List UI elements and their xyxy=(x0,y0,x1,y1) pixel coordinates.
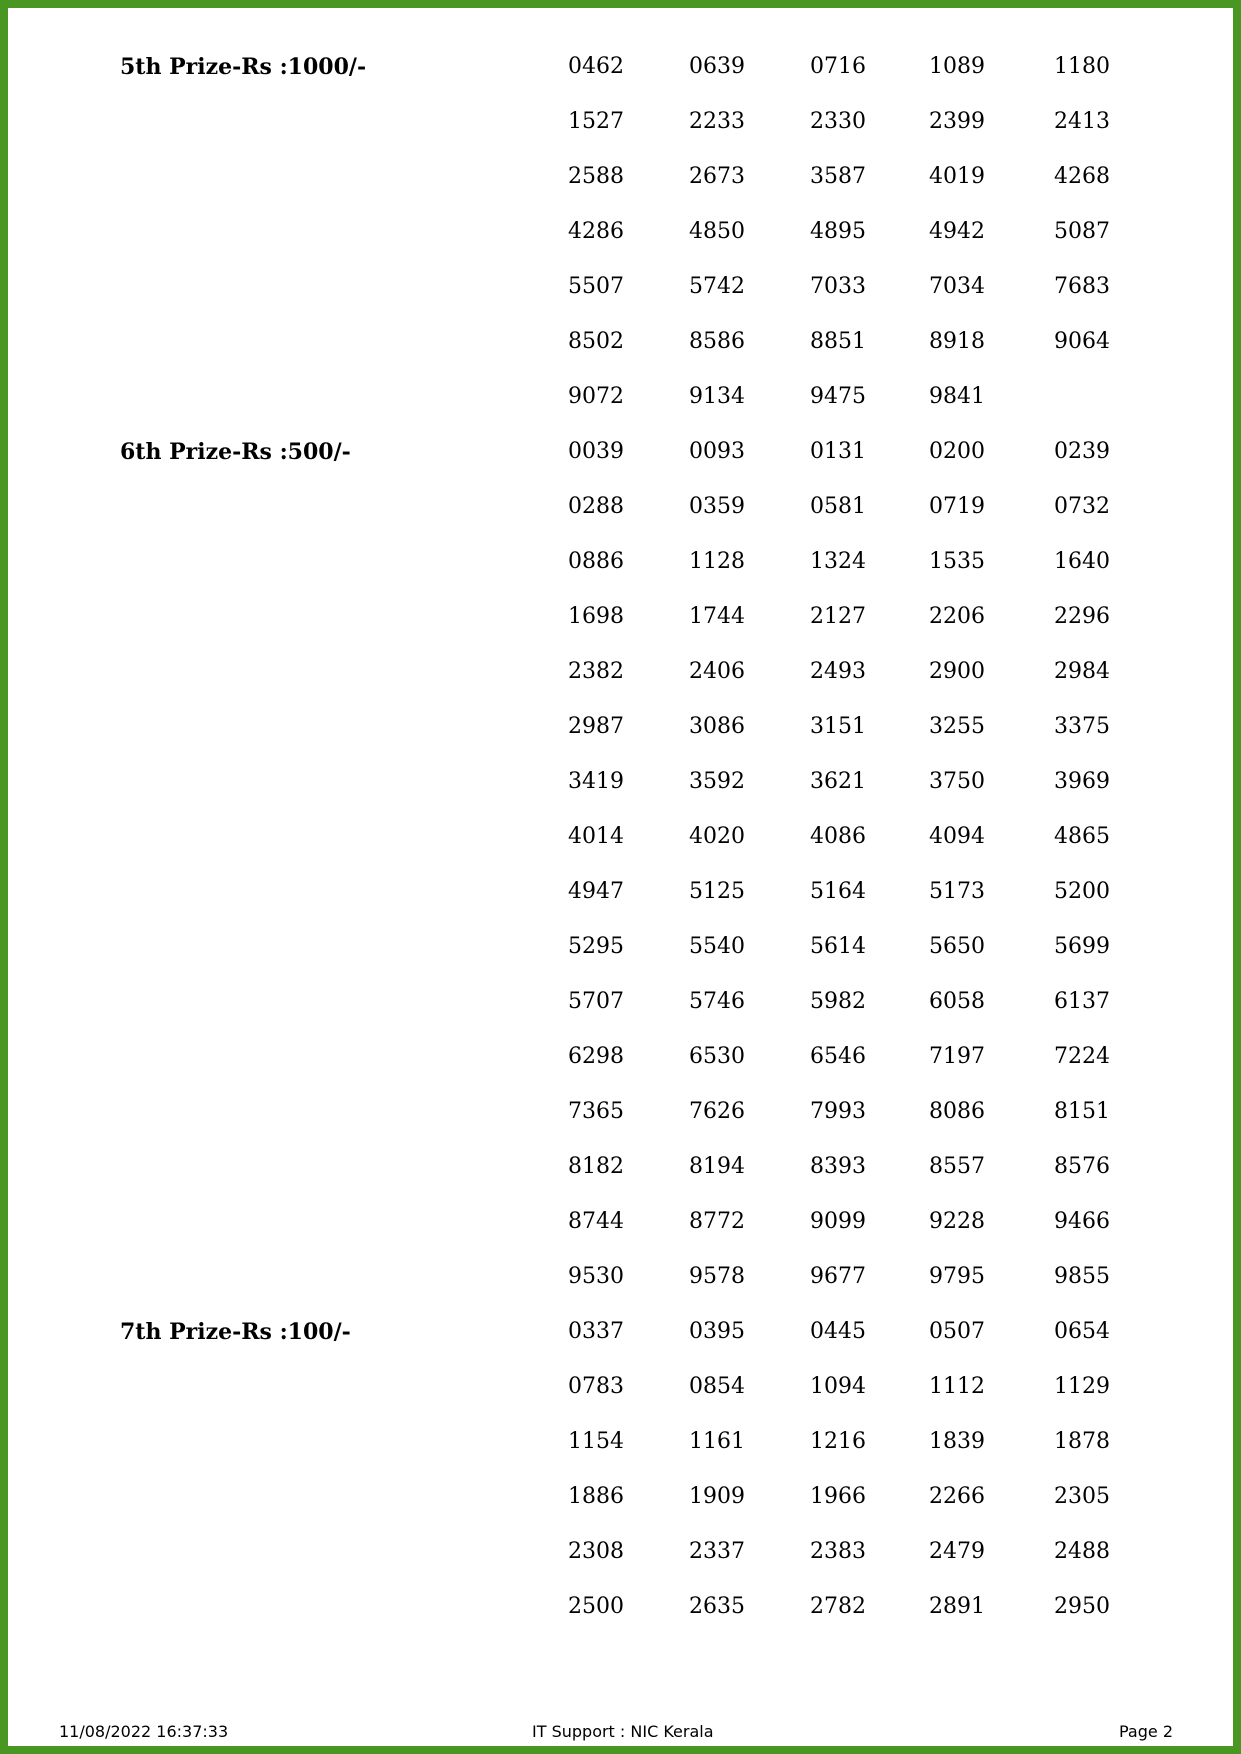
winning-number: 2233 xyxy=(689,109,745,134)
winning-number: 3419 xyxy=(568,769,624,794)
winning-number: 1535 xyxy=(929,549,985,574)
winning-number: 9578 xyxy=(689,1264,745,1289)
number-row xyxy=(8,109,1233,139)
winning-number: 4865 xyxy=(1054,824,1110,849)
winning-number: 5173 xyxy=(929,879,985,904)
winning-number: 1527 xyxy=(568,109,624,134)
winning-number: 9134 xyxy=(689,384,745,409)
winning-number: 8086 xyxy=(929,1099,985,1124)
winning-number: 5295 xyxy=(568,934,624,959)
winning-number: 0719 xyxy=(929,494,985,519)
winning-number: 2206 xyxy=(929,604,985,629)
winning-number: 9475 xyxy=(810,384,866,409)
winning-number: 1324 xyxy=(810,549,866,574)
winning-number: 2406 xyxy=(689,659,745,684)
winning-number: 1839 xyxy=(929,1429,985,1454)
winning-number: 9855 xyxy=(1054,1264,1110,1289)
winning-number: 2383 xyxy=(810,1539,866,1564)
number-row xyxy=(8,384,1233,414)
footer-support: IT Support : NIC Kerala xyxy=(532,1722,714,1741)
winning-number: 6137 xyxy=(1054,989,1110,1014)
winning-number: 9228 xyxy=(929,1209,985,1234)
winning-number: 1966 xyxy=(810,1484,866,1509)
winning-number: 5699 xyxy=(1054,934,1110,959)
winning-number: 0507 xyxy=(929,1319,985,1344)
winning-number: 4020 xyxy=(689,824,745,849)
winning-number: 1216 xyxy=(810,1429,866,1454)
winning-number: 7034 xyxy=(929,274,985,299)
winning-number: 9677 xyxy=(810,1264,866,1289)
number-row xyxy=(8,1594,1233,1624)
prize-title: 7th Prize-Rs :100/- xyxy=(120,1319,351,1345)
winning-number: 2479 xyxy=(929,1539,985,1564)
winning-number: 0093 xyxy=(689,439,745,464)
winning-number: 7683 xyxy=(1054,274,1110,299)
winning-number: 1886 xyxy=(568,1484,624,1509)
winning-number: 0732 xyxy=(1054,494,1110,519)
winning-number: 4094 xyxy=(929,824,985,849)
winning-number: 2950 xyxy=(1054,1594,1110,1619)
winning-number: 2673 xyxy=(689,164,745,189)
winning-number: 8851 xyxy=(810,329,866,354)
winning-number: 8557 xyxy=(929,1154,985,1179)
winning-number: 2296 xyxy=(1054,604,1110,629)
winning-number: 5087 xyxy=(1054,219,1110,244)
winning-number: 8772 xyxy=(689,1209,745,1234)
winning-number: 9841 xyxy=(929,384,985,409)
footer-page-number: Page 2 xyxy=(1119,1722,1173,1741)
winning-number: 5707 xyxy=(568,989,624,1014)
number-row xyxy=(8,714,1233,744)
winning-number: 5507 xyxy=(568,274,624,299)
winning-number: 0288 xyxy=(568,494,624,519)
winning-number: 1909 xyxy=(689,1484,745,1509)
winning-number: 0654 xyxy=(1054,1319,1110,1344)
winning-number: 1744 xyxy=(689,604,745,629)
winning-number: 0639 xyxy=(689,54,745,79)
winning-number: 2588 xyxy=(568,164,624,189)
number-row xyxy=(8,219,1233,249)
winning-number: 0886 xyxy=(568,549,624,574)
winning-number: 7626 xyxy=(689,1099,745,1124)
winning-number: 7993 xyxy=(810,1099,866,1124)
winning-number: 6058 xyxy=(929,989,985,1014)
winning-number: 5164 xyxy=(810,879,866,904)
winning-number: 9072 xyxy=(568,384,624,409)
number-row xyxy=(8,659,1233,689)
winning-number: 7197 xyxy=(929,1044,985,1069)
number-row xyxy=(8,494,1233,524)
winning-number: 2488 xyxy=(1054,1539,1110,1564)
winning-number: 2382 xyxy=(568,659,624,684)
winning-number: 8586 xyxy=(689,329,745,354)
winning-number: 0581 xyxy=(810,494,866,519)
winning-number: 1698 xyxy=(568,604,624,629)
winning-number: 3255 xyxy=(929,714,985,739)
winning-number: 0854 xyxy=(689,1374,745,1399)
winning-number: 5540 xyxy=(689,934,745,959)
prize-title: 6th Prize-Rs :500/- xyxy=(120,439,351,465)
winning-number: 4286 xyxy=(568,219,624,244)
winning-number: 0462 xyxy=(568,54,624,79)
winning-number: 0039 xyxy=(568,439,624,464)
winning-number: 4268 xyxy=(1054,164,1110,189)
winning-number: 2413 xyxy=(1054,109,1110,134)
winning-number: 1878 xyxy=(1054,1429,1110,1454)
winning-number: 4019 xyxy=(929,164,985,189)
number-row xyxy=(8,769,1233,799)
winning-number: 3086 xyxy=(689,714,745,739)
winning-number: 1112 xyxy=(929,1374,985,1399)
number-row xyxy=(8,1044,1233,1074)
winning-number: 2900 xyxy=(929,659,985,684)
winning-number: 5200 xyxy=(1054,879,1110,904)
number-row xyxy=(8,274,1233,304)
winning-number: 1161 xyxy=(689,1429,745,1454)
winning-number: 1089 xyxy=(929,54,985,79)
number-row xyxy=(8,1539,1233,1569)
winning-number: 1640 xyxy=(1054,549,1110,574)
winning-number: 5746 xyxy=(689,989,745,1014)
winning-number: 2266 xyxy=(929,1484,985,1509)
winning-number: 8744 xyxy=(568,1209,624,1234)
winning-number: 8918 xyxy=(929,329,985,354)
winning-number: 0783 xyxy=(568,1374,624,1399)
prize-title: 5th Prize-Rs :1000/- xyxy=(120,54,367,80)
winning-number: 0337 xyxy=(568,1319,624,1344)
winning-number: 8151 xyxy=(1054,1099,1110,1124)
winning-number: 4850 xyxy=(689,219,745,244)
winning-number: 1128 xyxy=(689,549,745,574)
winning-number: 8194 xyxy=(689,1154,745,1179)
winning-number: 0131 xyxy=(810,439,866,464)
winning-number: 8393 xyxy=(810,1154,866,1179)
winning-number: 0239 xyxy=(1054,439,1110,464)
winning-number: 0359 xyxy=(689,494,745,519)
footer-timestamp: 11/08/2022 16:37:33 xyxy=(59,1722,229,1741)
winning-number: 5742 xyxy=(689,274,745,299)
number-row xyxy=(8,824,1233,854)
winning-number: 5125 xyxy=(689,879,745,904)
winning-number: 7365 xyxy=(568,1099,624,1124)
number-row xyxy=(8,934,1233,964)
winning-number: 1094 xyxy=(810,1374,866,1399)
winning-number: 0716 xyxy=(810,54,866,79)
winning-number: 3151 xyxy=(810,714,866,739)
number-row xyxy=(8,1374,1233,1404)
winning-number: 0395 xyxy=(689,1319,745,1344)
number-row xyxy=(8,1099,1233,1129)
winning-number: 2493 xyxy=(810,659,866,684)
winning-number: 3587 xyxy=(810,164,866,189)
number-row xyxy=(8,989,1233,1019)
number-row xyxy=(8,1264,1233,1294)
winning-number: 1129 xyxy=(1054,1374,1110,1399)
number-row xyxy=(8,879,1233,909)
winning-number: 3592 xyxy=(689,769,745,794)
winning-number: 6530 xyxy=(689,1044,745,1069)
number-row xyxy=(8,164,1233,194)
winning-number: 5614 xyxy=(810,934,866,959)
winning-number: 1154 xyxy=(568,1429,624,1454)
winning-number: 9099 xyxy=(810,1209,866,1234)
winning-number: 2987 xyxy=(568,714,624,739)
winning-number: 2984 xyxy=(1054,659,1110,684)
number-row xyxy=(8,1209,1233,1239)
winning-number: 2127 xyxy=(810,604,866,629)
winning-number: 3969 xyxy=(1054,769,1110,794)
winning-number: 7224 xyxy=(1054,1044,1110,1069)
winning-number: 2399 xyxy=(929,109,985,134)
winning-number: 2308 xyxy=(568,1539,624,1564)
winning-number: 6298 xyxy=(568,1044,624,1069)
number-row xyxy=(8,1484,1233,1514)
winning-number: 4947 xyxy=(568,879,624,904)
winning-number: 4942 xyxy=(929,219,985,244)
number-row xyxy=(8,1429,1233,1459)
number-row xyxy=(8,604,1233,634)
winning-number: 9466 xyxy=(1054,1209,1110,1234)
winning-number: 4014 xyxy=(568,824,624,849)
winning-number: 2337 xyxy=(689,1539,745,1564)
winning-number: 0445 xyxy=(810,1319,866,1344)
winning-number: 6546 xyxy=(810,1044,866,1069)
winning-number: 3621 xyxy=(810,769,866,794)
winning-number: 5982 xyxy=(810,989,866,1014)
number-row xyxy=(8,54,1233,84)
winning-number: 8576 xyxy=(1054,1154,1110,1179)
number-row xyxy=(8,1154,1233,1184)
number-row xyxy=(8,329,1233,359)
number-row xyxy=(8,439,1233,469)
winning-number: 9795 xyxy=(929,1264,985,1289)
winning-number: 4895 xyxy=(810,219,866,244)
winning-number: 9064 xyxy=(1054,329,1110,354)
winning-number: 2305 xyxy=(1054,1484,1110,1509)
winning-number: 2500 xyxy=(568,1594,624,1619)
winning-number: 9530 xyxy=(568,1264,624,1289)
winning-number: 8502 xyxy=(568,329,624,354)
winning-number: 3375 xyxy=(1054,714,1110,739)
winning-number: 0200 xyxy=(929,439,985,464)
winning-number: 1180 xyxy=(1054,54,1110,79)
winning-number: 5650 xyxy=(929,934,985,959)
winning-number: 7033 xyxy=(810,274,866,299)
winning-number: 2635 xyxy=(689,1594,745,1619)
winning-number: 3750 xyxy=(929,769,985,794)
winning-number: 2891 xyxy=(929,1594,985,1619)
number-row xyxy=(8,1319,1233,1349)
winning-number: 2782 xyxy=(810,1594,866,1619)
winning-number: 8182 xyxy=(568,1154,624,1179)
winning-number: 2330 xyxy=(810,109,866,134)
number-row xyxy=(8,549,1233,579)
winning-number: 4086 xyxy=(810,824,866,849)
